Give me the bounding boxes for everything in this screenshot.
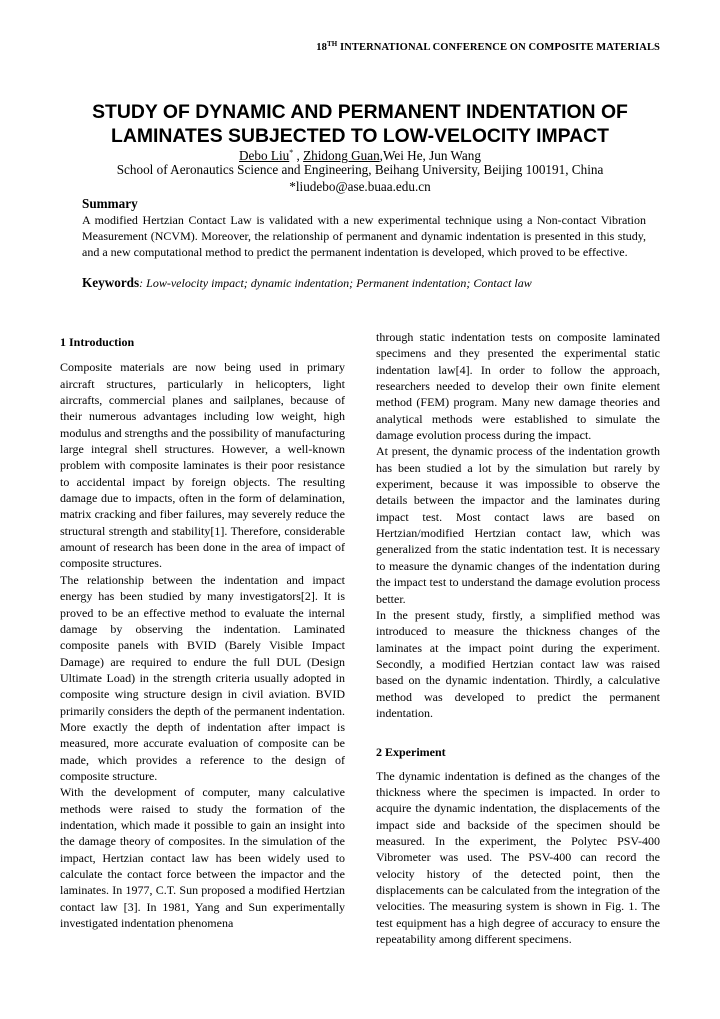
intro-paragraph-4: through static indentation tests on composite laminated specimens and they presented the experimental static indentation law[4]. In order to follow the approach, researchers needed to develop their own finite element method (FEM) program. Many new damage theories and analytical methods were established to simulate the damage evolution process during the impact. <box>376 330 660 443</box>
intro-paragraph-5: At present, the dynamic process of the indentation growth has been studied a lot by the simulation but rarely by experiment, because it was impossible to observe the details between the impactor and the laminates during impact test. Most contact laws are based on Hertzian/modified Hertzian contact law, which was generalized from the static indentation test. It is necessary to measure the dynamic changes of the indentation during the impact test to understand the damage evolution process better. <box>376 444 660 606</box>
keywords-text: : Low-velocity impact; dynamic indentation; Permanent indentation; Contact law <box>139 276 532 290</box>
right-column <box>376 329 660 947</box>
running-header <box>0 40 660 53</box>
keywords-line <box>82 274 662 292</box>
header-number: 18 <box>316 42 327 53</box>
summary-heading: Summary <box>82 196 138 211</box>
keywords-label: Keywords <box>82 275 140 290</box>
intro-paragraph-2: The relationship between the indentation and impact energy has been studied by many investigators[2]. It is proved to be an effective method to evaluate the internal damage by observing the indentation. Laminated composite panels with BVID (Barely Visible Impact Damage) are required to endure the full DUL (Design Ultimate Load) in the strength criteria usually adopted in composite wing structure design in civil aviation. BVID primarily considers the depth of the permanent indentation. More exactly the depth of indentation after impact is measured, more accurate evaluation of composite can be made, which provides a reference to the design of composite structure. <box>60 572 345 783</box>
experiment-paragraph-1: The dynamic indentation is defined as the changes of the thickness where the specimen is impacted. In order to acquire the dynamic indentation, the displacements of the impact side and backside of the specimen should be measured. In the experiment, the Polytec PSV-400 Vibrometer was used. The PSV-400 can record the velocity history of the detected point, then the displacements can be calculated from the integration of the velocities. The measuring system is shown in Fig. 1. The test equipment has a high degree of accuracy to ensure the repeatability among different specimens. <box>376 768 660 947</box>
intro-paragraph-3: With the development of computer, many calculative methods were raised to study the formation of the indentation, which made it possible to gain an insight into the damage theory of composites. In the simulation of the impact, Hertzian contact law has been widely used to calculate the contact force between the impactor and the laminates. In 1977, C.T. Sun proposed a modified Hertzian contact law [3]. In 1981, Yang and Sun experimentally investigated indentation phenomena <box>60 785 345 931</box>
affiliation: School of Aeronautics Science and Engineering, Beihang University, Beijing 100191, China <box>116 162 604 177</box>
contact-email: *liudebo@ase.buaa.edu.cn <box>289 179 431 194</box>
header-superscript: TH <box>327 40 338 48</box>
other-authors: ,Wei He, Jun Wang <box>379 148 481 163</box>
author-1: Debo Liu <box>239 148 290 163</box>
intro-paragraph-6: In the present study, firstly, a simplified method was introduced to measure the thickness changes of the laminates at the impact point during the experiment. Secondly, a modified Hertzian contact law was raised based on the dynamic indentation. Thirdly, a calculative method was developed to predict the permanent indentation. <box>376 607 660 720</box>
header-text: INTERNATIONAL CONFERENCE ON COMPOSITE MATERIALS <box>337 42 660 53</box>
title-line-2: LAMINATES SUBJECTED TO LOW-VELOCITY IMPACT <box>110 125 610 147</box>
section-heading-introduction: 1 Introduction <box>60 335 135 349</box>
author-separator: , <box>293 148 304 163</box>
summary-text: A modified Hertzian Contact Law is validated with a new experimental technique using a Non-contact Vibration Measurement (NCVM). Moreover, the relationship of permanent and dynamic indentation is presented in this study, and a new computational method to predict the permanent indentation is developed, which proved to be effective. <box>82 213 646 260</box>
title-line-1: STUDY OF DYNAMIC AND PERMANENT INDENTATION OF <box>92 101 628 123</box>
author-2: Zhidong Guan <box>303 148 380 163</box>
intro-paragraph-1: Composite materials are now being used in primary aircraft structures, particularly in helicopters, light aircrafts, commercial planes and sailplanes, because of their numerous advantages including low weight, high modulus and strengths and the possibility of manufacturing large integral shell structures. However, a well-known problem with composite laminates is their poor resistance to accidental impact by foreign objects. The resulting damage due to impacts, often in the form of delamination, matrix cracking and fiber failures, may severely reduce the structural strength and stability[1]. Therefore, considerable amount of research has been done in the area of impact of composite structures. <box>60 360 345 571</box>
corresponding-mark: * <box>289 148 294 157</box>
left-column <box>60 334 345 931</box>
section-heading-experiment: 2 Experiment <box>376 745 446 760</box>
paper-title <box>60 100 660 148</box>
